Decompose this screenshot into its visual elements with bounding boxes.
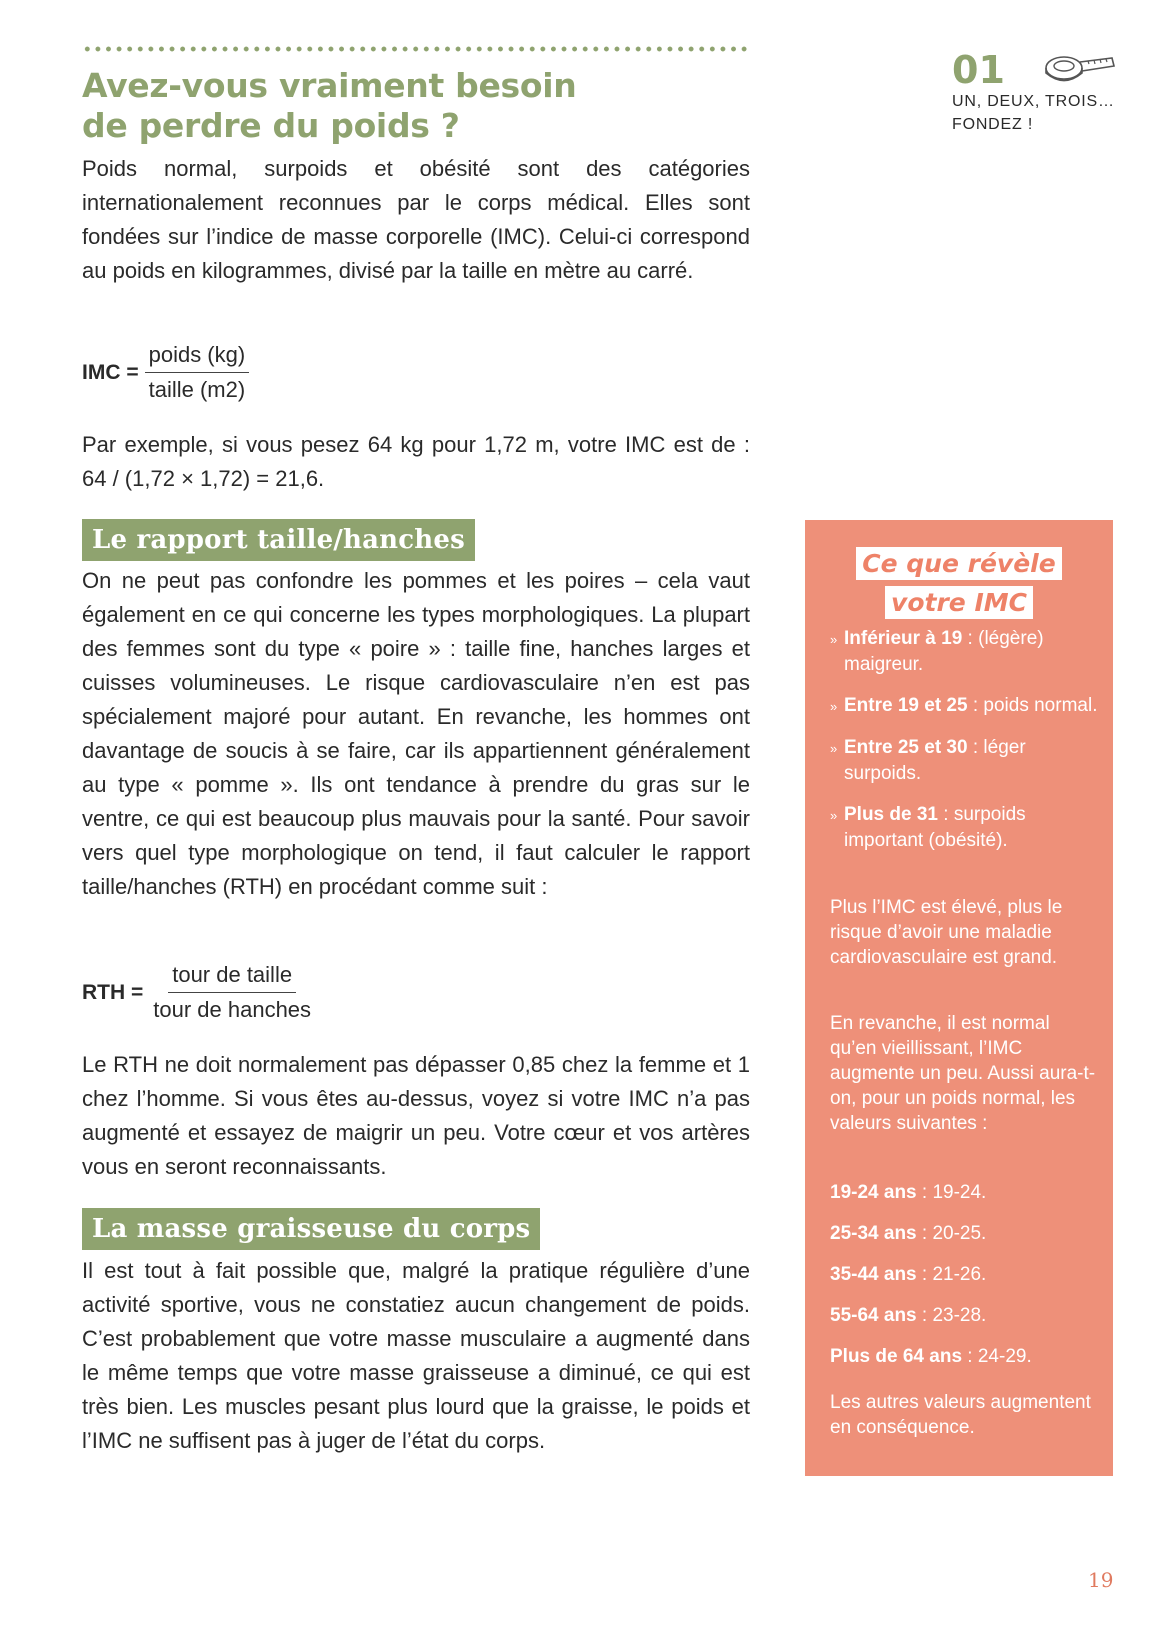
page-title-line-2: de perdre du poids ? bbox=[82, 106, 460, 145]
imc-denominator: taille (m2) bbox=[148, 377, 246, 402]
range-value: : poids normal. bbox=[967, 695, 1098, 716]
measuring-tape-icon bbox=[1042, 52, 1118, 86]
age-label: Plus de 64 ans bbox=[830, 1346, 963, 1367]
intro-paragraph: Poids normal, surpoids et obésité sont des catégories internationalement reconnues par le corps médical. Elles sont fondées sur l’indice de masse corporelle (IMC). Celui-ci correspond au poids en kilogrammes, divisé par la taille en mètre au carré. bbox=[82, 156, 750, 283]
range-value: : (légère) maigreur. bbox=[844, 628, 1044, 675]
bullet-marker: » bbox=[830, 741, 838, 756]
section-heading-rapport: Le rapport taille/hanches bbox=[82, 519, 475, 561]
page-number: 19 bbox=[1088, 1568, 1114, 1592]
range-value: : surpoids important (obésité). bbox=[844, 804, 1026, 851]
age-value: : 19-24. bbox=[916, 1182, 987, 1203]
bullet-marker: » bbox=[830, 632, 838, 647]
page-title bbox=[82, 66, 762, 146]
sidebar-title-line-1: Ce que révèle bbox=[856, 547, 1061, 580]
imc-fraction bbox=[145, 340, 250, 405]
list-item bbox=[830, 1303, 1100, 1328]
sidebar-paragraph-3: Les autres valeurs augmentent en conséquence. bbox=[830, 1392, 1091, 1438]
list-item bbox=[830, 693, 1100, 719]
imc-range-list bbox=[830, 626, 1100, 869]
list-item bbox=[830, 735, 1100, 786]
range-label: Plus de 31 bbox=[844, 804, 938, 825]
rth-denominator: tour de hanches bbox=[153, 997, 312, 1022]
page-title-line-1: Avez-vous vraiment besoin bbox=[82, 66, 577, 105]
list-item bbox=[830, 1221, 1100, 1246]
age-value: : 23-28. bbox=[916, 1305, 987, 1326]
imc-formula bbox=[82, 340, 249, 405]
bullet-marker: » bbox=[830, 808, 838, 823]
range-label: Entre 25 et 30 bbox=[844, 737, 968, 758]
range-value: : léger surpoids. bbox=[844, 737, 1026, 784]
imc-sidebar bbox=[805, 520, 1113, 1476]
sidebar-title bbox=[805, 544, 1113, 622]
range-label: Inférieur à 19 bbox=[844, 628, 963, 649]
chapter-number: 01 bbox=[952, 48, 1005, 92]
dotted-rule bbox=[82, 46, 750, 52]
list-item bbox=[830, 1344, 1100, 1369]
list-item bbox=[830, 802, 1100, 853]
masse-paragraph: Il est tout à fait possible que, malgré la pratique régulière d’une activité sportive, vous ne constatiez aucun changement de poids. C’est probablement que votre masse musculaire a augmenté dans le même temps que votre masse graisseuse a diminué, ce qui est très bien. Les muscles pesant plus lourd que la graisse, le poids et l’IMC ne suffisent pas à juger de l’état du corps. bbox=[82, 1258, 750, 1453]
age-values-list bbox=[830, 1180, 1100, 1385]
imc-numerator: poids (kg) bbox=[145, 340, 250, 373]
age-value: : 24-29. bbox=[962, 1346, 1032, 1367]
sidebar-paragraph-1: Plus l’IMC est élevé, plus le risque d’avoir une maladie cardiovasculaire est grand. bbox=[830, 897, 1063, 968]
age-label: 25-34 ans bbox=[830, 1223, 917, 1244]
age-label: 35-44 ans bbox=[830, 1264, 917, 1285]
example-paragraph: Par exemple, si vous pesez 64 kg pour 1,72 m, votre IMC est de : 64 / (1,72 × 1,72) = 21,6. bbox=[82, 432, 750, 491]
age-value: : 21-26. bbox=[916, 1264, 987, 1285]
chapter-label: UN, DEUX, TROIS… FONDEZ ! bbox=[952, 93, 1115, 133]
range-label: Entre 19 et 25 bbox=[844, 695, 968, 716]
rth-formula bbox=[82, 960, 315, 1025]
rth-numerator: tour de taille bbox=[168, 960, 296, 993]
age-value: : 20-25. bbox=[916, 1223, 987, 1244]
rth-formula-lhs: RTH = bbox=[82, 980, 144, 1004]
rth-paragraph: Le RTH ne doit normalement pas dépasser 0,85 chez la femme et 1 chez l’homme. Si vous êtes au-dessus, voyez si votre IMC n’a pas augmenté et essayez de maigrir un peu. Votre cœur et vos artères vous en seront reconnaissants. bbox=[82, 1052, 750, 1179]
sidebar-title-line-2: votre IMC bbox=[885, 586, 1033, 619]
rapport-paragraph: On ne peut pas confondre les pommes et les poires – cela vaut également en ce qui concerne les types morphologiques. La plupart des femmes sont du type « poire » : taille fine, hanches larges et cuisses volumineuses. Le risque cardiovasculaire n’en est pas spécialement majoré pour autant. En revanche, les hommes ont davantage de soucis à se faire, car ils appartiennent généralement au type « pomme ». Ils ont tendance à prendre du gras sur le ventre, ce qui est beaucoup plus mauvais pour la santé. Pour savoir vers quel type morphologique on tend, il faut calculer le rapport taille/hanches (RTH) en procédant comme suit : bbox=[82, 568, 750, 899]
age-label: 19-24 ans bbox=[830, 1182, 917, 1203]
imc-formula-lhs: IMC = bbox=[82, 360, 139, 384]
list-item bbox=[830, 1262, 1100, 1287]
rth-fraction bbox=[149, 960, 315, 1025]
age-label: 55-64 ans bbox=[830, 1305, 917, 1326]
bullet-marker: » bbox=[830, 699, 838, 714]
list-item bbox=[830, 626, 1100, 677]
sidebar-paragraph-2: En revanche, il est normal qu’en vieillissant, l’IMC augmente un peu. Aussi aura-t-on, pour un poids normal, les valeurs suivantes : bbox=[830, 1013, 1096, 1134]
section-heading-masse: La masse graisseuse du corps bbox=[82, 1208, 540, 1250]
list-item bbox=[830, 1180, 1100, 1205]
